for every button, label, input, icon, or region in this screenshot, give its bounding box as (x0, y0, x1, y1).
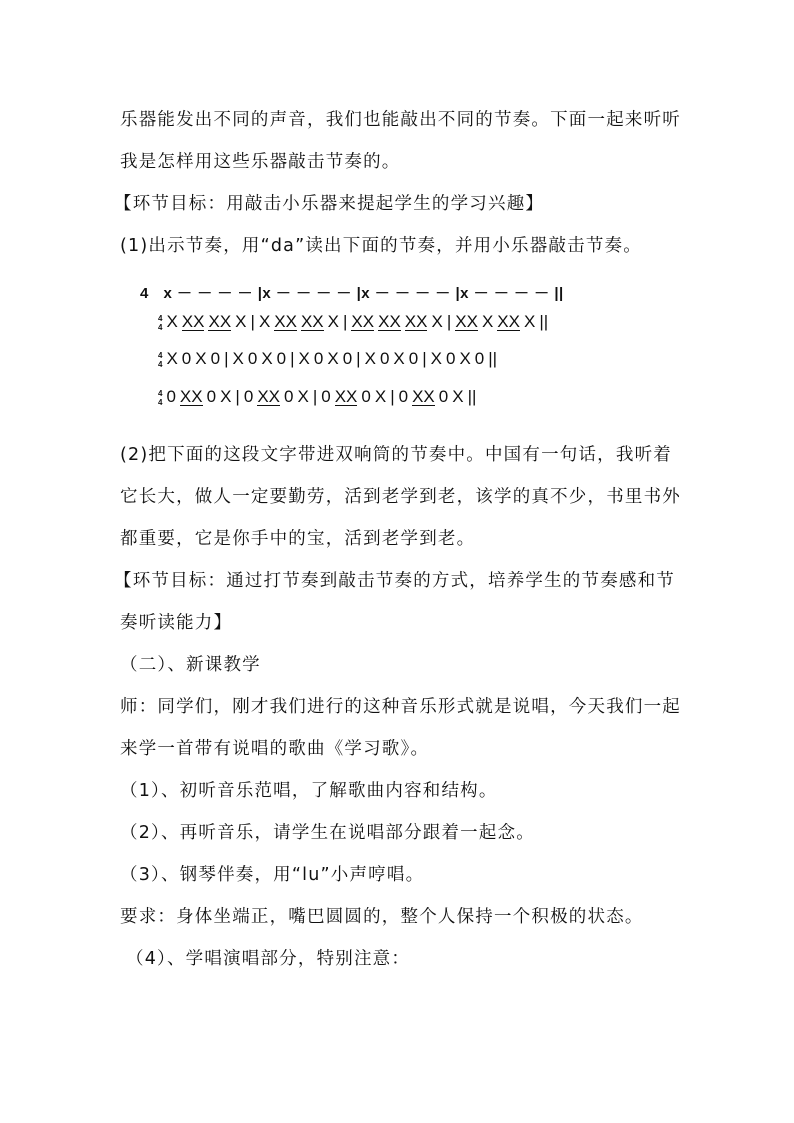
barline: | (224, 349, 229, 368)
section-heading: （二）、新课教学 (120, 655, 261, 675)
rhythm-note: 0 (361, 387, 371, 406)
rhythm-row-1 (140, 282, 564, 303)
rhythm-note: X (327, 349, 339, 368)
rhythm-note: 0 (438, 387, 449, 406)
barline: || (539, 312, 549, 331)
rhythm-note: X (166, 349, 178, 368)
rhythm-note: X (393, 349, 405, 368)
rhythm-note: 0 (206, 387, 217, 406)
paragraph: 师：同学们，刚才我们进行的这种音乐形式就是说唱，今天我们一起 (120, 697, 681, 717)
rhythm-note: X (258, 312, 271, 331)
rhythm-note: XX (404, 312, 428, 331)
rhythm-note: X (452, 387, 464, 406)
rhythm-note: X (364, 349, 376, 368)
paragraph: 来学一首带有说唱的歌曲《学习歌》。 (120, 739, 430, 759)
rhythm-row-3 (158, 349, 501, 369)
rhythm-note: XX (181, 312, 205, 331)
rhythm-note: X (374, 387, 387, 406)
list-item: （1）、初听音乐范唱，了解歌曲内容和结构。 (120, 781, 498, 801)
rhythm-note: 0 (276, 349, 287, 368)
barline: | (343, 312, 348, 331)
rhythm-note: 0 (379, 349, 390, 368)
rhythm-text: x － － － － |x － － － － |x － － － － |x － － － － || (163, 285, 564, 302)
barline: | (356, 349, 361, 368)
barline: | (290, 349, 295, 368)
rhythm-note: X (459, 349, 471, 368)
list-item: （4）、学唱演唱部分，特别注意： (126, 949, 411, 969)
time-signature-bottom: 4 (158, 359, 163, 369)
rhythm-note: 0 (474, 349, 485, 368)
paragraph: 乐器能发出不同的声音，我们也能敲出不同的节奏。下面一起来听听 (120, 110, 681, 130)
time-signature: 4 (140, 285, 149, 302)
time-signature-bottom: 4 (158, 397, 163, 407)
section-goal: 【环节目标：通过打节奏到敲击节奏的方式，培养学生的节奏感和节 (114, 571, 675, 591)
rhythm-note: X (261, 349, 273, 368)
barline: | (250, 312, 255, 331)
barline: | (390, 387, 395, 406)
barline: | (422, 349, 427, 368)
rhythm-note: XX (497, 312, 520, 331)
rhythm-note: X (297, 387, 309, 406)
rhythm-note: XX (300, 312, 324, 331)
rhythm-note: 0 (284, 387, 294, 406)
step-1: (1)出示节奏，用“da”读出下面的节奏，并用小乐器敲击节奏。 (120, 236, 642, 256)
time-signature (158, 351, 162, 369)
rhythm-note: X (166, 312, 178, 331)
barline: | (446, 312, 452, 331)
rhythm-note: 0 (321, 387, 331, 406)
rhythm-note: X (327, 312, 339, 331)
rhythm-note: XX (378, 312, 401, 331)
rhythm-note: X (195, 349, 207, 368)
barline: || (467, 387, 477, 406)
barline: || (488, 349, 498, 368)
rhythm-note: X (298, 349, 310, 368)
rhythm-note: XX (257, 387, 280, 406)
requirement: 要求：身体坐端正，嘴巴圆圆的，整个人保持一个积极的状态。 (120, 907, 644, 927)
time-signature-top: 4 (158, 313, 163, 323)
rhythm-row-4 (158, 387, 480, 407)
time-signature (158, 314, 162, 332)
paragraph: 奏听读能力】 (120, 613, 233, 633)
rhythm-note: X (232, 349, 244, 368)
rhythm-note: X (431, 312, 443, 331)
rhythm-note: 0 (166, 387, 176, 406)
rhythm-note: XX (179, 387, 203, 406)
paragraph: 我是怎样用这些乐器敲击节奏的。 (120, 152, 401, 172)
rhythm-note: 0 (210, 349, 221, 368)
time-signature-bottom: 4 (158, 322, 163, 332)
paragraph: 都重要，它是你手中的宝，活到老学到老。 (120, 529, 476, 549)
rhythm-note: XX (351, 312, 375, 331)
rhythm-note: X (235, 312, 247, 331)
rhythm-note: XX (334, 387, 358, 406)
time-signature-top: 4 (158, 350, 163, 360)
list-item: （2）、再听音乐，请学生在说唱部分跟着一起念。 (120, 823, 535, 843)
rhythm-note: XX (455, 312, 478, 331)
rhythm-note: XX (274, 312, 297, 331)
rhythm-note: 0 (181, 349, 192, 368)
time-signature-top: 4 (158, 388, 163, 398)
rhythm-row-2 (158, 312, 552, 332)
list-item: （3）、钢琴伴奏，用“lu”小声哼唱。 (120, 865, 425, 885)
rhythm-note: 0 (342, 349, 353, 368)
barline: | (312, 387, 318, 406)
rhythm-note: 0 (247, 349, 258, 368)
section-goal: 【环节目标：用敲击小乐器来提起学生的学习兴趣】 (114, 194, 545, 214)
rhythm-note: 0 (398, 387, 409, 406)
rhythm-note: XX (208, 312, 232, 331)
rhythm-note: X (220, 387, 232, 406)
barline: | (235, 387, 240, 406)
rhythm-note: 0 (445, 349, 456, 368)
time-signature (158, 389, 162, 407)
rhythm-note: X (523, 312, 536, 331)
paragraph: 它长大，做人一定要勤劳，活到老学到老，该学的真不少，书里书外 (120, 487, 681, 507)
rhythm-note: 0 (408, 349, 419, 368)
rhythm-note: X (430, 349, 442, 368)
rhythm-note: XX (412, 387, 435, 406)
rhythm-note: 0 (313, 349, 324, 368)
rhythm-note: X (481, 312, 494, 331)
step-2: (2)把下面的这段文字带进双响筒的节奏中。中国有一句话，我听着 (120, 445, 672, 465)
rhythm-note: 0 (243, 387, 254, 406)
